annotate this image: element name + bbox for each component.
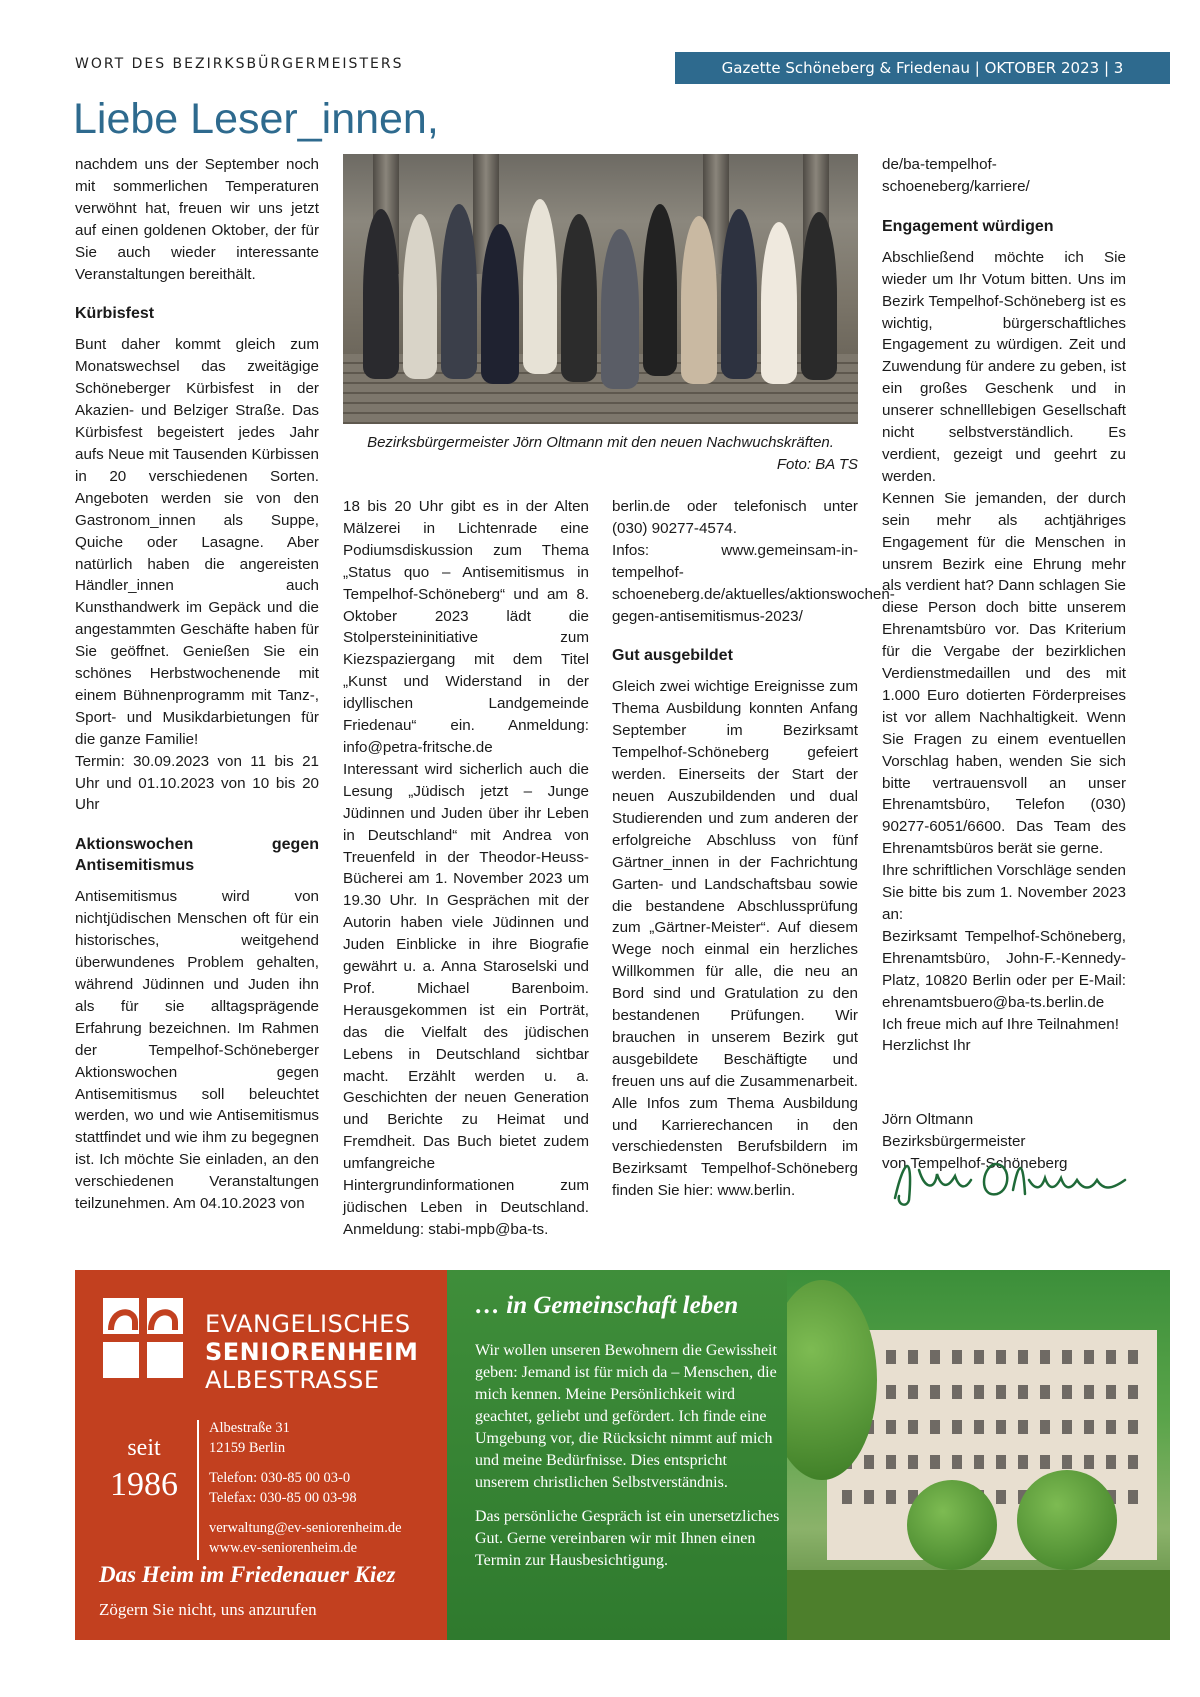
ad-headline: … in Gemeinschaft leben <box>475 1292 739 1319</box>
kuerbisfest-paragraph: Bunt daher kommt gleich zum Monatswechsel das zweitägige Schöneberger Kürbisfest in der Akazien- und Belziger Straße. Das Kürbisfest begeistert jedes Jahr aufs Neue mit Tausenden Kürbissen in 20 verschiedenen Sorten. Angeboten werden sie von den Gastronom_innen als Suppe, Quiche oder Lasagne. Aber natürlich haben die angereisten Händler_innen auch Kunsthandwerk im Gepäck und die angestammten Geschäfte haben für Sie geöffnet. Genießen Sie ein schönes Herbstwochenende mit einem Bühnenprogramm mit Tanz-, Sport- und Musikdarbietungen für die ganze Familie! <box>75 336 319 748</box>
photo-windows <box>842 1385 1142 1399</box>
kuerbisfest-termin: Termin: 30.09.2023 von 11 bis 21 Uhr und 01.10.2023 von 10 bis 20 Uhr <box>75 752 319 814</box>
signer-district: von Tempelhof-Schöneberg <box>882 1155 1068 1173</box>
greeting: Herzlichst Ihr <box>882 1037 971 1055</box>
section-kicker: WORT DES BEZIRKSBÜRGERMEISTERS <box>75 56 404 72</box>
photo-person <box>403 214 437 379</box>
seniorenheim-logo-icon <box>103 1298 183 1378</box>
signer-name: Jörn Oltmann <box>882 1111 974 1129</box>
ad-email: verwaltung@ev-seniorenheim.de <box>209 1520 402 1536</box>
karriere-link-text: de/ba-tempelhof-schoeneberg/karriere/ <box>882 156 1030 195</box>
ehrung-paragraph: Kennen Sie jemanden, der durch sein mehr als achtjähriges Engagement für die Menschen in unsrem Bezirk eine Ehrung mehr als verdient hat? Dann schlagen Sie diese Person doch bitte unserem Ehrenamtsbüro vor. Das Kriterium für die Vergabe der bezirklichen Verdienstmedaillen und des mit 1.000 Euro dotierten Förderpreises ist vor allem Nachhaltigkeit. Wenn Sie Fragen zu einem eventuellen Vorschlag haben, wenden Sie sich bitte vertrauensvoll an unser Ehrenamtsbüro, Telefon (030) 90277-6051/6600. Das Team des Ehrenamtsbüros berät sie gerne. <box>882 489 1126 858</box>
photo-person <box>481 224 519 384</box>
lesung-paragraph: Interessant wird sicherlich auch die Lesung „Jüdisch jetzt – Junge Jüdinnen und Juden über ihr Leben in Deutschland“ mit Andrea von Treuenfeld in der Theodor-Heuss-Bücherei am 1. November 2023 um 19.30 Uhr. In Gesprächen mit der Autorin haben viele Jüdinnen und Juden Einblicke in ihre Biografie gewährt u. a. Anna Staroselski und Prof. Michael Barenboim. Herausgekommen ist ein Porträt, das die Vielfalt des jüdischen Lebens in Deutschland sichtbar macht. Erzählt werden u. a. Geschichten der neuen Generation und Berichte zu Heimat und Fremdheit. Das Buch bietet zudem umfangreiche Hintergrundinformationen zum jüdischen Leben in Deutschland. Anmeldung: stabi-mpb@ba-ts. <box>343 760 589 1238</box>
ad-city: 12159 Berlin <box>209 1440 286 1456</box>
photo-person <box>643 204 677 376</box>
intro-paragraph: nachdem uns der September noch mit sommerlichen Temperaturen verwöhnt hat, freuen wir uns jetzt auf einen goldenen Oktober, der für Sie auch wieder interessante Veranstaltungen bereithält. <box>75 156 319 283</box>
photo-windows <box>842 1455 1142 1469</box>
vorschlag-paragraph: Ihre schriftlichen Vorschläge senden Sie bitte bis zum 1. November 2023 an: <box>882 862 1126 923</box>
aktionswochen-paragraph: Antisemitismus wird von nichtjüdischen Menschen oft für ein historisches, weitgehend überwundenes Problem gehalten, während Jüdinnen und Juden ihn als für sie alltagsprägende Erfahrung bezeichnen. Im Rahmen der Tempelhof-Schöneberger Aktionswochen gegen Antisemitismus soll beleuchtet werden, wo und wie Antisemitismus stattfindet und wie ihm zu begegnen ist. Ich möchte Sie einladen, an den verschiedenen Veranstaltungen teilzunehmen. Am 04.10.2023 von <box>75 888 319 1213</box>
heading-kuerbisfest: Kürbisfest <box>75 305 155 323</box>
ausbildung-paragraph: Gleich zwei wichtige Ereignisse zum Thema Ausbildung konnten Anfang September im Bezirksamt Tempelhof-Schöneberg gefeiert werden. Einerseits der Start der neuen Auszubildenden und dual Studierenden und zum anderen der erfolgreiche Abschluss von fünf Gärtner_innen in der Fachrichtung Garten- und Landschaftsbau sowie die bestandene Abschlussprüfung zum „Gärtner-Meister“. Auf diesem Wege noch einmal ein herzliches Willkommen für alle, die neu an Bord sind und Gratulation zu den bestandenen Prüfungen. Wir brauchen in unserem Bezirk gut ausgebildete Beschäftigte und freuen uns auf die Zusammenarbeit. Alle Infos zum Thema Ausbildung und Karrierechancen in den verschiedensten Berufsbildern im Bezirksamt Tempelhof-Schöneberg finden Sie hier: www.berlin. <box>612 678 858 1200</box>
podium-paragraph: 18 bis 20 Uhr gibt es in der Alten Mälzerei in Lichtenrade eine Podiumsdiskussion zum Thema „Status quo – Antisemitismus in Tempelhof-Schöneberg“ und am 8. Oktober 2023 lädt die Stolpersteininitiative zum Kiezspaziergang mit dem Titel „Kunst und Widerstand in der idyllischen Landgemeinde Friedenau“ ein. Anmeldung: info@petra-fritsche.de <box>343 498 589 756</box>
photo-person <box>441 204 477 379</box>
ad-address <box>209 1418 402 1558</box>
signer-role: Bezirksbürgermeister <box>882 1133 1026 1151</box>
founded-badge <box>99 1435 189 1504</box>
heading-aktionswochen: Aktionswochen gegen Antisemitismus <box>75 836 319 875</box>
ad-building-photo <box>787 1270 1170 1640</box>
photo-windows <box>842 1350 1142 1364</box>
brand-line-2: SENIORENHEIM <box>205 1338 419 1366</box>
ad-fax: Telefax: 030-85 00 03-98 <box>209 1490 357 1506</box>
brand-line-3: ALBESTRASSE <box>205 1366 380 1394</box>
ad-info-panel <box>75 1270 447 1640</box>
photo-person <box>601 229 639 389</box>
ad-body <box>475 1340 785 1584</box>
photo-person <box>561 214 597 382</box>
address-paragraph: Bezirksamt Tempelhof-Schöneberg, Ehrenamtsbüro, John-F.-Kennedy-Platz, 10820 Berlin oder per E-Mail: ehrenamtsbuero@ba-ts.berlin.de <box>882 927 1126 1011</box>
teilnahme-paragraph: Ich freue mich auf Ihre Teilnahmen! <box>882 1015 1119 1033</box>
handwritten-signature <box>885 1150 1145 1210</box>
photo-person <box>363 209 399 379</box>
group-photo <box>343 154 858 424</box>
founded-year: 1986 <box>110 1466 178 1503</box>
ad-street: Albestraße 31 <box>209 1420 290 1436</box>
photo-tree <box>907 1480 997 1570</box>
photo-person <box>721 209 757 379</box>
photo-windows <box>842 1420 1142 1434</box>
signature-space <box>882 1057 1126 1109</box>
ad-website: www.ev-seniorenheim.de <box>209 1540 358 1556</box>
article-column-3 <box>612 496 895 1202</box>
ad-slogan: Das Heim im Friedenauer Kiez <box>99 1562 396 1587</box>
caption-text: Bezirksbürgermeister Jörn Oltmann mit den neuen Nachwuchskräften. <box>367 434 834 451</box>
ad-call-to-action: Zögern Sie nicht, uns anzurufen <box>99 1600 317 1619</box>
infos-paragraph: Infos: www.gemeinsam-in-tempelhof-schoeneberg.de/aktuelles/aktionswochen-gegen-antisemitismus-2023/ <box>612 541 895 625</box>
engagement-paragraph: Abschließend möchte ich Sie wieder um Ihr Votum bitten. Uns im Bezirk Tempelhof-Schöneberg ist es wichtig, bürgerschaftliches Engagement zu würdigen. Zeit und Zuwendung für andere zu geben, ist ein großes Geschenk und in unserer schnelllebigen Gesellschaft nicht selbstverständlich. Es verdient, gezeigt und geehrt zu werden. <box>882 248 1126 485</box>
photo-caption <box>343 432 858 476</box>
contact-paragraph: berlin.de oder telefonisch unter (030) 90277-4574. <box>612 498 858 537</box>
photo-person <box>761 222 797 384</box>
photo-lawn <box>787 1570 1170 1640</box>
divider <box>197 1420 199 1560</box>
ad-brand <box>205 1310 418 1394</box>
ad-body-paragraph-1: Wir wollen unseren Bewohnern die Gewissheit geben: Jemand ist für mich da – Menschen, die mich kennen. Meine Persönlichkeit wird geachtet, geliebt und gefördert. Ich finde eine Umgebung vor, die Rücksicht nimmt auf mich und meine Bedürfnisse. Dies entspricht unserem christlichen Selbstverständnis. <box>475 1342 777 1491</box>
issue-banner: Gazette Schöneberg & Friedenau | OKTOBER 2023 | 3 <box>675 52 1170 84</box>
photo-person <box>681 216 717 384</box>
article-column-2 <box>343 496 589 1241</box>
heading-gut-ausgebildet: Gut ausgebildet <box>612 647 733 665</box>
page-title: Liebe Leser_innen, <box>73 95 439 143</box>
brand-line-1: EVANGELISCHES <box>205 1310 411 1338</box>
photo-credit: Foto: BA TS <box>776 456 858 473</box>
founded-label: seit <box>127 1435 161 1461</box>
ad-text-panel <box>447 1270 787 1640</box>
photo-person <box>523 199 557 374</box>
photo-person <box>801 212 837 380</box>
article-column-4 <box>882 154 1126 1175</box>
ad-body-paragraph-2: Das persönliche Gespräch ist ein unersetzliches Gut. Gerne vereinbaren wir mit Ihnen einen Termin zur Hausbesichtigung. <box>475 1508 780 1569</box>
photo-tree <box>1017 1470 1117 1570</box>
article-column-1 <box>75 154 319 1215</box>
seniorenheim-advertisement <box>75 1270 1170 1640</box>
heading-engagement: Engagement würdigen <box>882 217 1054 235</box>
ad-phone: Telefon: 030-85 00 03-0 <box>209 1470 351 1486</box>
